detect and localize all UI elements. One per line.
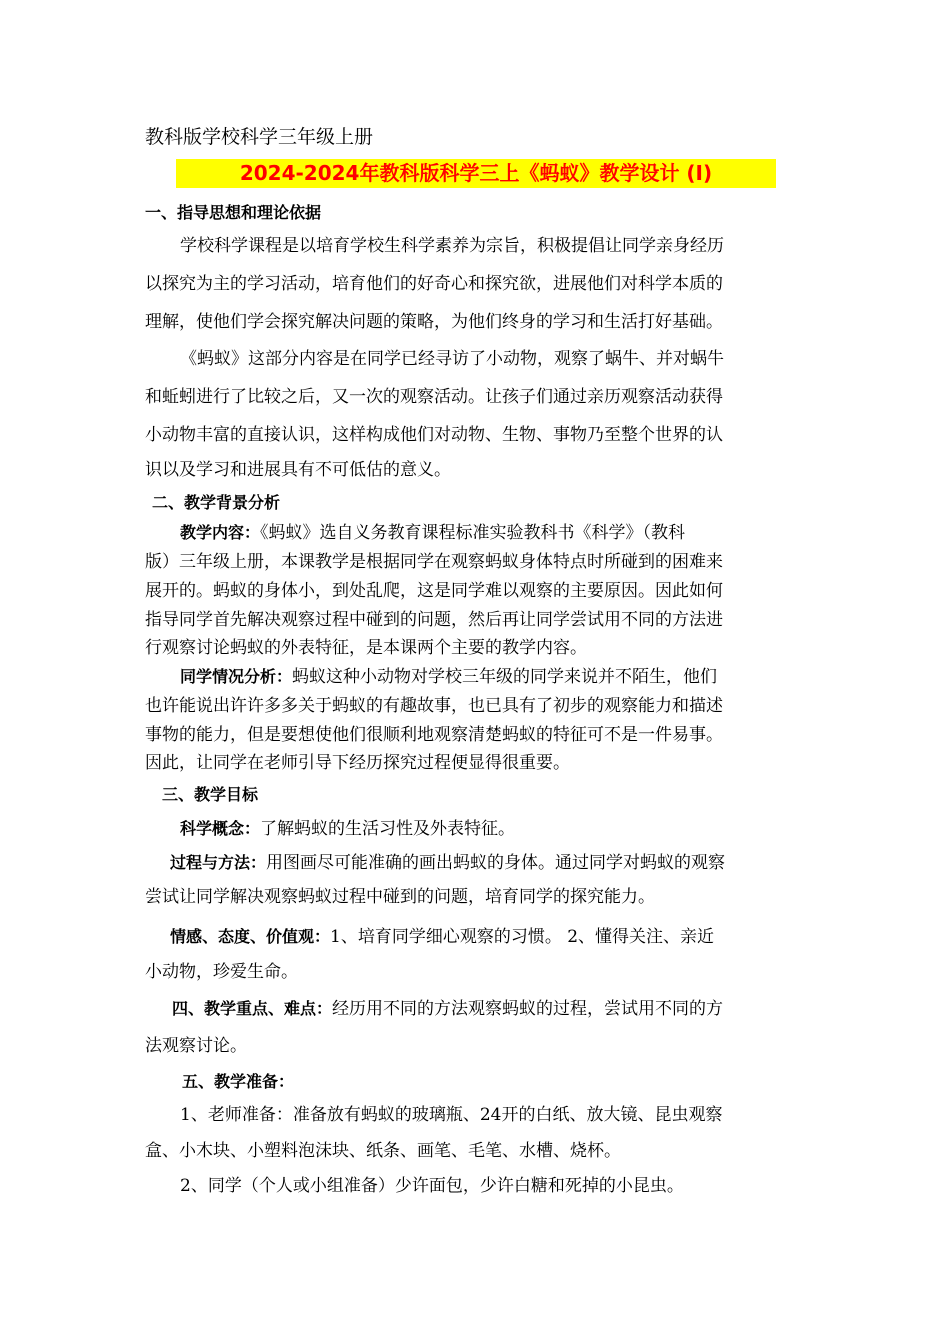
section4-text: 经历用不同的方法观察蚂蚁的过程，尝试用不同的方 <box>332 999 724 1019</box>
paragraph-line: 2、同学（个人或小组准备）少许面包，少许白糖和死掉的小昆虫。 <box>180 1176 684 1196</box>
section3-heading: 三、教学目标 <box>162 785 259 804</box>
concept-text: 了解蚂蚁的生活习性及外表特征。 <box>260 819 516 839</box>
emotion-text: 1、培育同学细心观察的习惯。 2、懂得关注、亲近 <box>330 927 715 947</box>
content-text: 《蚂蚁》选自义务教育课程标准实验教科书《科学》（教科 <box>260 523 686 543</box>
paragraph-line <box>170 851 725 875</box>
paragraph-line: 因此，让同学在老师引导下经历探究过程便显得很重要。 <box>145 753 570 773</box>
content-label: 教学内容： <box>180 523 261 542</box>
paragraph-line <box>170 925 714 949</box>
paragraph-line: 盒、小木块、小塑料泡沫块、纸条、画笔、毛笔、水槽、烧杯。 <box>145 1141 621 1161</box>
paragraph-line: 小动物丰富的直接认识，这样构成他们对动物、生物、事物乃至整个世界的认 <box>145 425 723 445</box>
paragraph-line: 指导同学首先解决观察过程中碰到的问题，然后再让同学尝试用不同的方法进 <box>145 610 723 630</box>
paragraph-line: 版）三年级上册，本课教学是根据同学在观察蚂蚁身体特点时所碰到的困难来 <box>145 552 723 572</box>
students-label: 同学情况分析： <box>180 667 293 686</box>
paragraph-line: 学校科学课程是以培育学校生科学素养为宗旨，积极提倡让同学亲身经历 <box>180 236 724 256</box>
paragraph-line: 行观察讨论蚂蚁的外表特征，是本课两个主要的教学内容。 <box>145 638 587 658</box>
paragraph-line <box>172 997 723 1021</box>
paragraph-line: 1、老师准备：准备放有蚂蚁的玻璃瓶、24开的白纸、放大镜、昆虫观察 <box>180 1105 723 1125</box>
paragraph-line: 法观察讨论。 <box>145 1036 247 1056</box>
paragraph-line: 也许能说出许许多多关于蚂蚁的有趣故事，也已具有了初步的观察能力和描述 <box>145 696 723 716</box>
document-title: 2024-2024年教科版科学三上《蚂蚁》教学设计 (I) <box>176 159 776 188</box>
concept-label: 科学概念： <box>180 819 261 838</box>
paragraph-line <box>180 665 717 689</box>
section4-label: 四、教学重点、难点： <box>172 999 333 1018</box>
section5-heading: 五、教学准备： <box>182 1072 295 1091</box>
paragraph-line: 《蚂蚁》这部分内容是在同学已经寻访了小动物，观察了蜗牛、并对蜗牛 <box>180 349 724 369</box>
paragraph-line: 事物的能力，但是要想使他们很顺利地观察清楚蚂蚁的特征可不是一件易事。 <box>145 725 723 745</box>
paragraph-line: 识以及学习和进展具有不可低估的意义。 <box>145 460 451 480</box>
paragraph-line: 和蚯蚓进行了比较之后，又一次的观察活动。让孩子们通过亲历观察活动获得 <box>145 387 723 407</box>
paragraph-line <box>180 521 685 545</box>
process-text: 用图画尽可能准确的画出蚂蚁的身体。通过同学对蚂蚁的观察 <box>266 853 726 873</box>
process-label: 过程与方法： <box>170 853 267 872</box>
section1-heading: 一、指导思想和理论依据 <box>145 203 322 222</box>
paragraph-line: 理解，使他们学会探究解决问题的策略，为他们终身的学习和生活打好基础。 <box>145 312 723 332</box>
emotion-label: 情感、态度、价值观： <box>170 927 331 946</box>
paragraph-line: 以探究为主的学习活动，培育他们的好奇心和探究欲，进展他们对科学本质的 <box>145 274 723 294</box>
document-header: 教科版学校科学三年级上册 <box>145 126 374 148</box>
paragraph-line: 展开的。蚂蚁的身体小，到处乱爬，这是同学难以观察的主要原因。因此如何 <box>145 581 723 601</box>
paragraph-line: 小动物，珍爱生命。 <box>145 962 298 982</box>
section2-heading: 二、教学背景分析 <box>152 493 281 512</box>
paragraph-line <box>180 817 515 841</box>
paragraph-line: 尝试让同学解决观察蚂蚁过程中碰到的问题，培育同学的探究能力。 <box>145 887 655 907</box>
students-text: 蚂蚁这种小动物对学校三年级的同学来说并不陌生，他们 <box>292 667 718 687</box>
